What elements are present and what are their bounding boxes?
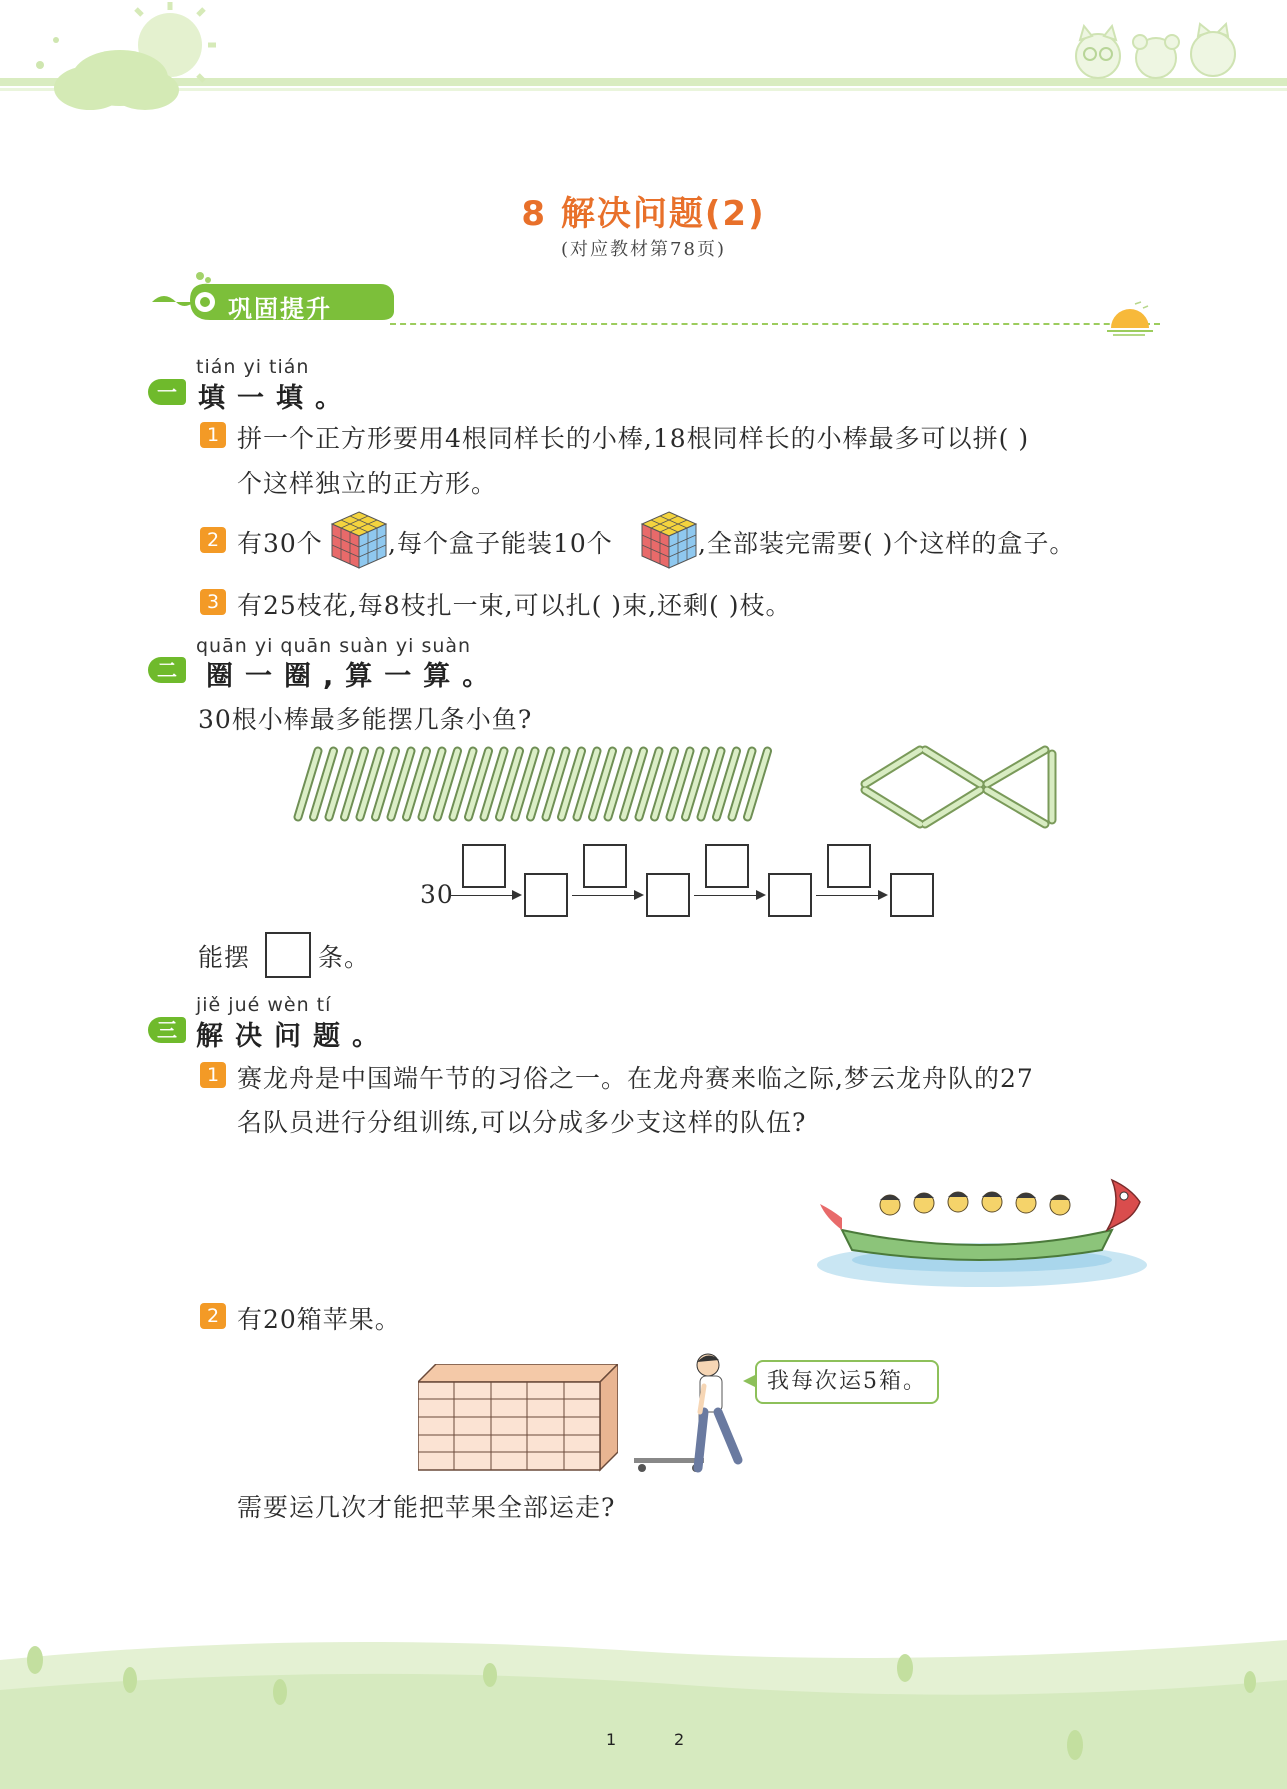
page-title: 8 解决问题(2) <box>521 194 766 234</box>
apple-boxes-image <box>418 1364 618 1474</box>
flow-result-box-2[interactable] <box>646 873 690 917</box>
s1-item3-line1: 有25枝花,每8枝扎一束,可以扎( )束,还剩( )枝。 <box>237 591 792 620</box>
s1-item2-part2: ,每个盒子能装10个 <box>388 529 613 558</box>
page-number-right: 2 <box>674 1730 685 1749</box>
dragon-boat-image <box>812 1160 1147 1290</box>
section1-badge: 一 <box>148 379 186 405</box>
s1-item2-part1: 有30个 <box>237 529 323 558</box>
flow-op-box-3[interactable] <box>705 844 749 888</box>
delivery-man-image <box>630 1350 770 1475</box>
flow-op-box-4[interactable] <box>827 844 871 888</box>
s3-item2-line1: 有20箱苹果。 <box>237 1305 401 1334</box>
s1-item1-line1: 拼一个正方形要用4根同样长的小棒,18根同样长的小棒最多可以拼( ) <box>237 424 1030 453</box>
section3-pinyin: jiě jué wèn tí <box>196 994 332 1016</box>
flow-result-box-1[interactable] <box>524 873 568 917</box>
section2-heading: 圈一圈,算一算。 <box>206 661 502 692</box>
answer-suffix: 条。 <box>318 943 371 972</box>
flow-result-box-4[interactable] <box>890 873 934 917</box>
section2-badge: 二 <box>148 657 186 683</box>
s3-item2-badge: 2 <box>200 1303 226 1329</box>
banner-label: 巩固提升 <box>228 295 332 323</box>
sunrise-icon <box>1105 298 1155 338</box>
animal-faces-icon <box>1058 22 1258 84</box>
s1-item3-badge: 3 <box>200 589 226 615</box>
footer-hills <box>0 1620 1287 1789</box>
rubiks-cube-icon <box>640 510 698 570</box>
page-number-left: 1 <box>606 1730 617 1749</box>
s3-item1-line2: 名队员进行分组训练,可以分成多少支这样的队伍? <box>237 1108 807 1137</box>
rubiks-cube-icon <box>330 510 388 570</box>
flow-arrow-2 <box>572 895 642 896</box>
fish-shape-image <box>855 740 1065 832</box>
s1-item1-line2: 个这样独立的正方形。 <box>237 469 498 498</box>
section2-question: 30根小棒最多能摆几条小鱼? <box>198 705 533 734</box>
speech-bubble: 我每次运5箱。 <box>755 1360 939 1404</box>
page-subtitle: (对应教材第78页) <box>561 239 726 260</box>
flow-result-box-3[interactable] <box>768 873 812 917</box>
sticks-bundle-image <box>290 745 820 825</box>
flow-arrow-1 <box>450 895 520 896</box>
section2-pinyin: quān yi quān suàn yi suàn <box>196 635 472 657</box>
s1-item1-badge: 1 <box>200 422 226 448</box>
flow-arrow-3 <box>694 895 764 896</box>
answer-prefix: 能摆 <box>198 943 251 972</box>
sun-cloud-icon <box>20 0 220 115</box>
s3-item1-line1: 赛龙舟是中国端午节的习俗之一。在龙舟赛来临之际,梦云龙舟队的27 <box>237 1064 1034 1093</box>
section3-badge: 三 <box>148 1017 186 1043</box>
s1-item2-badge: 2 <box>200 527 226 553</box>
flow-start-value: 30 <box>420 880 454 909</box>
section1-heading: 填一填。 <box>198 383 354 414</box>
s3-item1-badge: 1 <box>200 1062 226 1088</box>
flow-op-box-1[interactable] <box>462 844 506 888</box>
answer-box[interactable] <box>265 932 311 978</box>
section1-pinyin: tián yi tián <box>196 356 310 378</box>
s1-item2-part3: ,全部装完需要( )个这样的盒子。 <box>698 529 1076 558</box>
section3-heading: 解决问题。 <box>196 1021 391 1052</box>
banner-divider <box>390 323 1160 325</box>
s3-item2-question: 需要运几次才能把苹果全部运走? <box>237 1493 616 1522</box>
flow-arrow-4 <box>816 895 886 896</box>
flow-op-box-2[interactable] <box>583 844 627 888</box>
